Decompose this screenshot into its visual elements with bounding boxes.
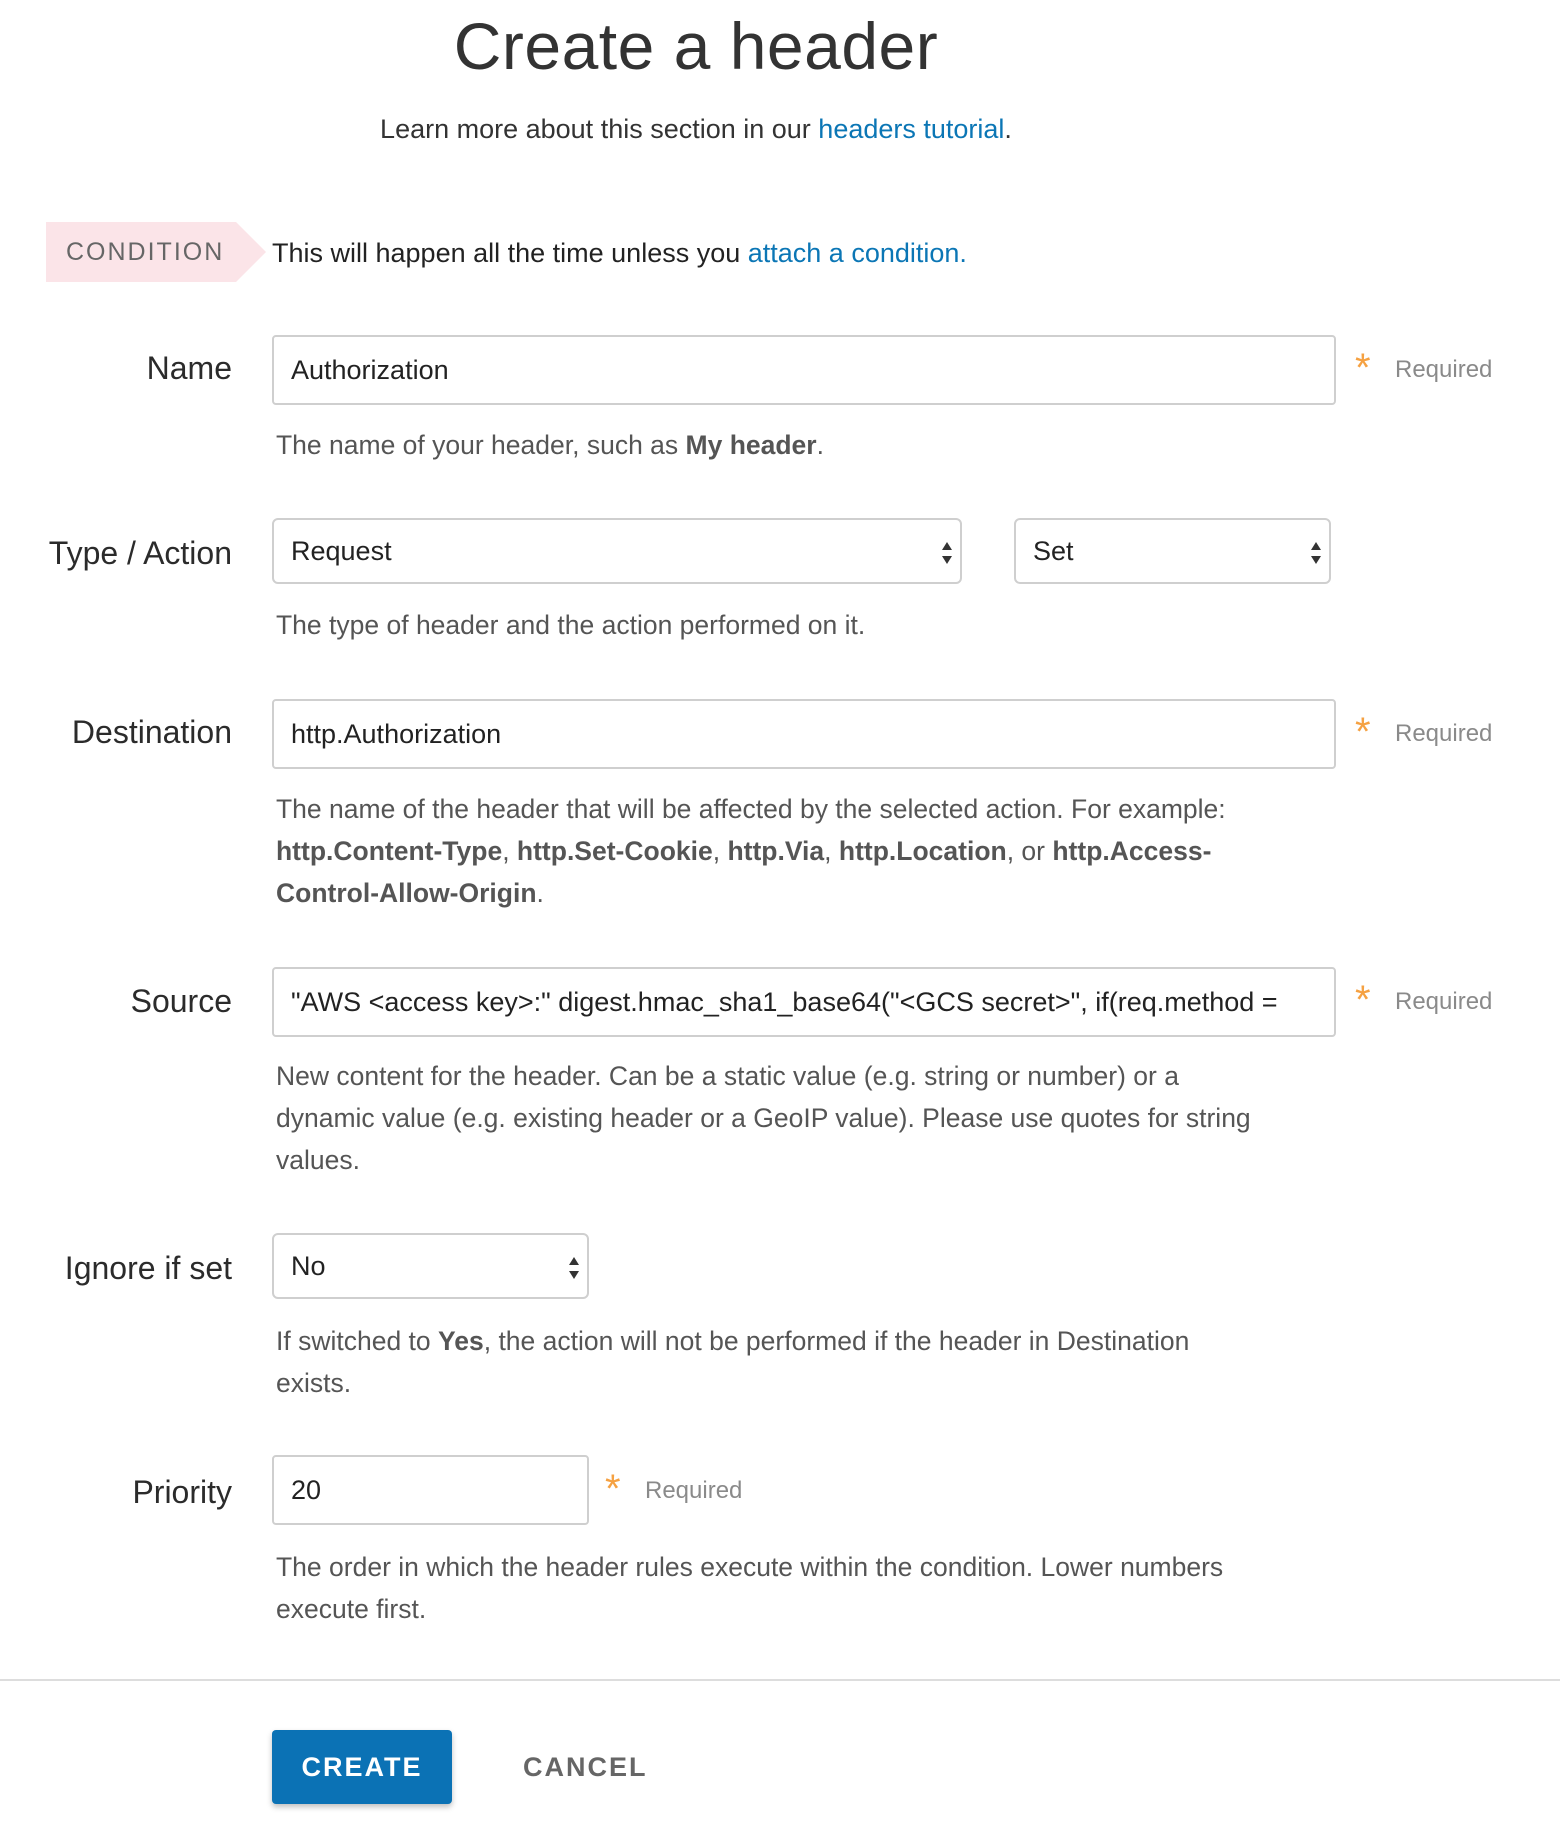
ignore-if-set-help-line1 [276,1320,1356,1362]
ignore-help-prefix: If switched to [276,1326,439,1356]
separator: , [824,836,839,866]
required-star-icon: * [1355,978,1371,1022]
example-location: http.Location [838,836,1007,866]
source-label: Source [130,983,232,1019]
action-select[interactable] [1014,518,1331,584]
footer-divider [0,1679,1560,1681]
destination-help-line3 [276,872,1336,914]
priority-help-line2: execute first. [276,1594,427,1624]
name-input[interactable]: Authorization [272,335,1336,405]
intro-suffix: . [1004,114,1012,144]
destination-help-line2 [276,830,1336,872]
example-content-type: http.Content-Type [276,836,503,866]
intro-prefix: Learn more about this section in our [380,114,819,144]
required-star-icon: * [1355,346,1371,390]
required-star-icon: * [605,1467,621,1511]
separator: , [712,836,728,866]
example-access-control-a: http.Access- [1052,836,1212,866]
ignore-if-set-help [276,1320,1356,1404]
name-help-bold: My header [685,430,817,460]
action-select-value: Set [1033,536,1074,566]
intro-text [0,114,1392,145]
ignore-if-set-help-line2: exists. [276,1368,352,1398]
required-label: Required [1395,988,1493,1015]
headers-tutorial-link[interactable]: headers tutorial [818,114,1005,144]
name-required [1355,346,1505,392]
source-help-line3: values. [276,1145,360,1175]
ignore-if-set-label: Ignore if set [64,1250,232,1286]
name-help [276,424,824,466]
priority-help-line1: The order in which the header rules execute within the condition. Lower numbers [276,1552,1224,1582]
type-select[interactable] [272,518,962,584]
name-label: Name [146,350,232,386]
page-title: Create a header [453,9,939,83]
type-action-help: The type of header and the action performed on it. [276,610,866,640]
name-help-prefix: The name of your header, such as [276,430,686,460]
required-star-icon: * [1355,710,1371,754]
create-button[interactable]: CREATE [272,1730,452,1804]
example-via: http.Via [727,836,825,866]
source-help [276,1055,1356,1181]
separator: , [502,836,517,866]
type-select-value: Request [291,536,392,566]
source-help-line2: dynamic value (e.g. existing header or a GeoIP value). Please use quotes for string [276,1103,1251,1133]
destination-input[interactable]: http.Authorization [272,699,1336,769]
destination-required [1355,710,1505,756]
ignore-help-suffix: , the action will not be performed if the header in Destination [483,1326,1190,1356]
required-label: Required [1395,356,1493,383]
destination-help-line1: The name of the header that will be affected by the selected action. For example: [276,794,1226,824]
condition-tag: CONDITION [46,222,236,282]
example-access-control-b: Control-Allow-Origin [276,878,537,908]
select-arrows-icon [1309,538,1323,568]
select-arrows-icon [940,538,954,568]
priority-required [605,1467,755,1513]
ignore-help-bold: Yes [438,1326,484,1356]
condition-text [272,238,967,269]
attach-condition-link[interactable]: attach a condition. [747,238,967,268]
name-help-suffix: . [816,430,824,460]
condition-text-prefix: This will happen all the time unless you [272,238,748,268]
source-help-line1: New content for the header. Can be a static value (e.g. string or number) or a [276,1061,1179,1091]
source-input[interactable]: "AWS <access key>:" digest.hmac_sha1_base64("<GCS secret>", if(req.method = [272,967,1336,1037]
priority-help [276,1546,1356,1630]
source-required [1355,978,1505,1024]
priority-label: Priority [132,1474,232,1510]
cancel-button[interactable]: CANCEL [523,1752,648,1782]
separator-or: , or [1006,836,1053,866]
period: . [536,878,544,908]
type-action-label: Type / Action [48,535,232,571]
ignore-if-set-value: No [291,1251,326,1281]
example-set-cookie: http.Set-Cookie [516,836,713,866]
required-label: Required [1395,720,1493,747]
required-label: Required [645,1477,743,1504]
select-arrows-icon [567,1253,581,1283]
destination-help [276,788,1336,914]
priority-input[interactable]: 20 [272,1455,589,1525]
ignore-if-set-select[interactable] [272,1233,589,1299]
destination-label: Destination [71,714,232,750]
